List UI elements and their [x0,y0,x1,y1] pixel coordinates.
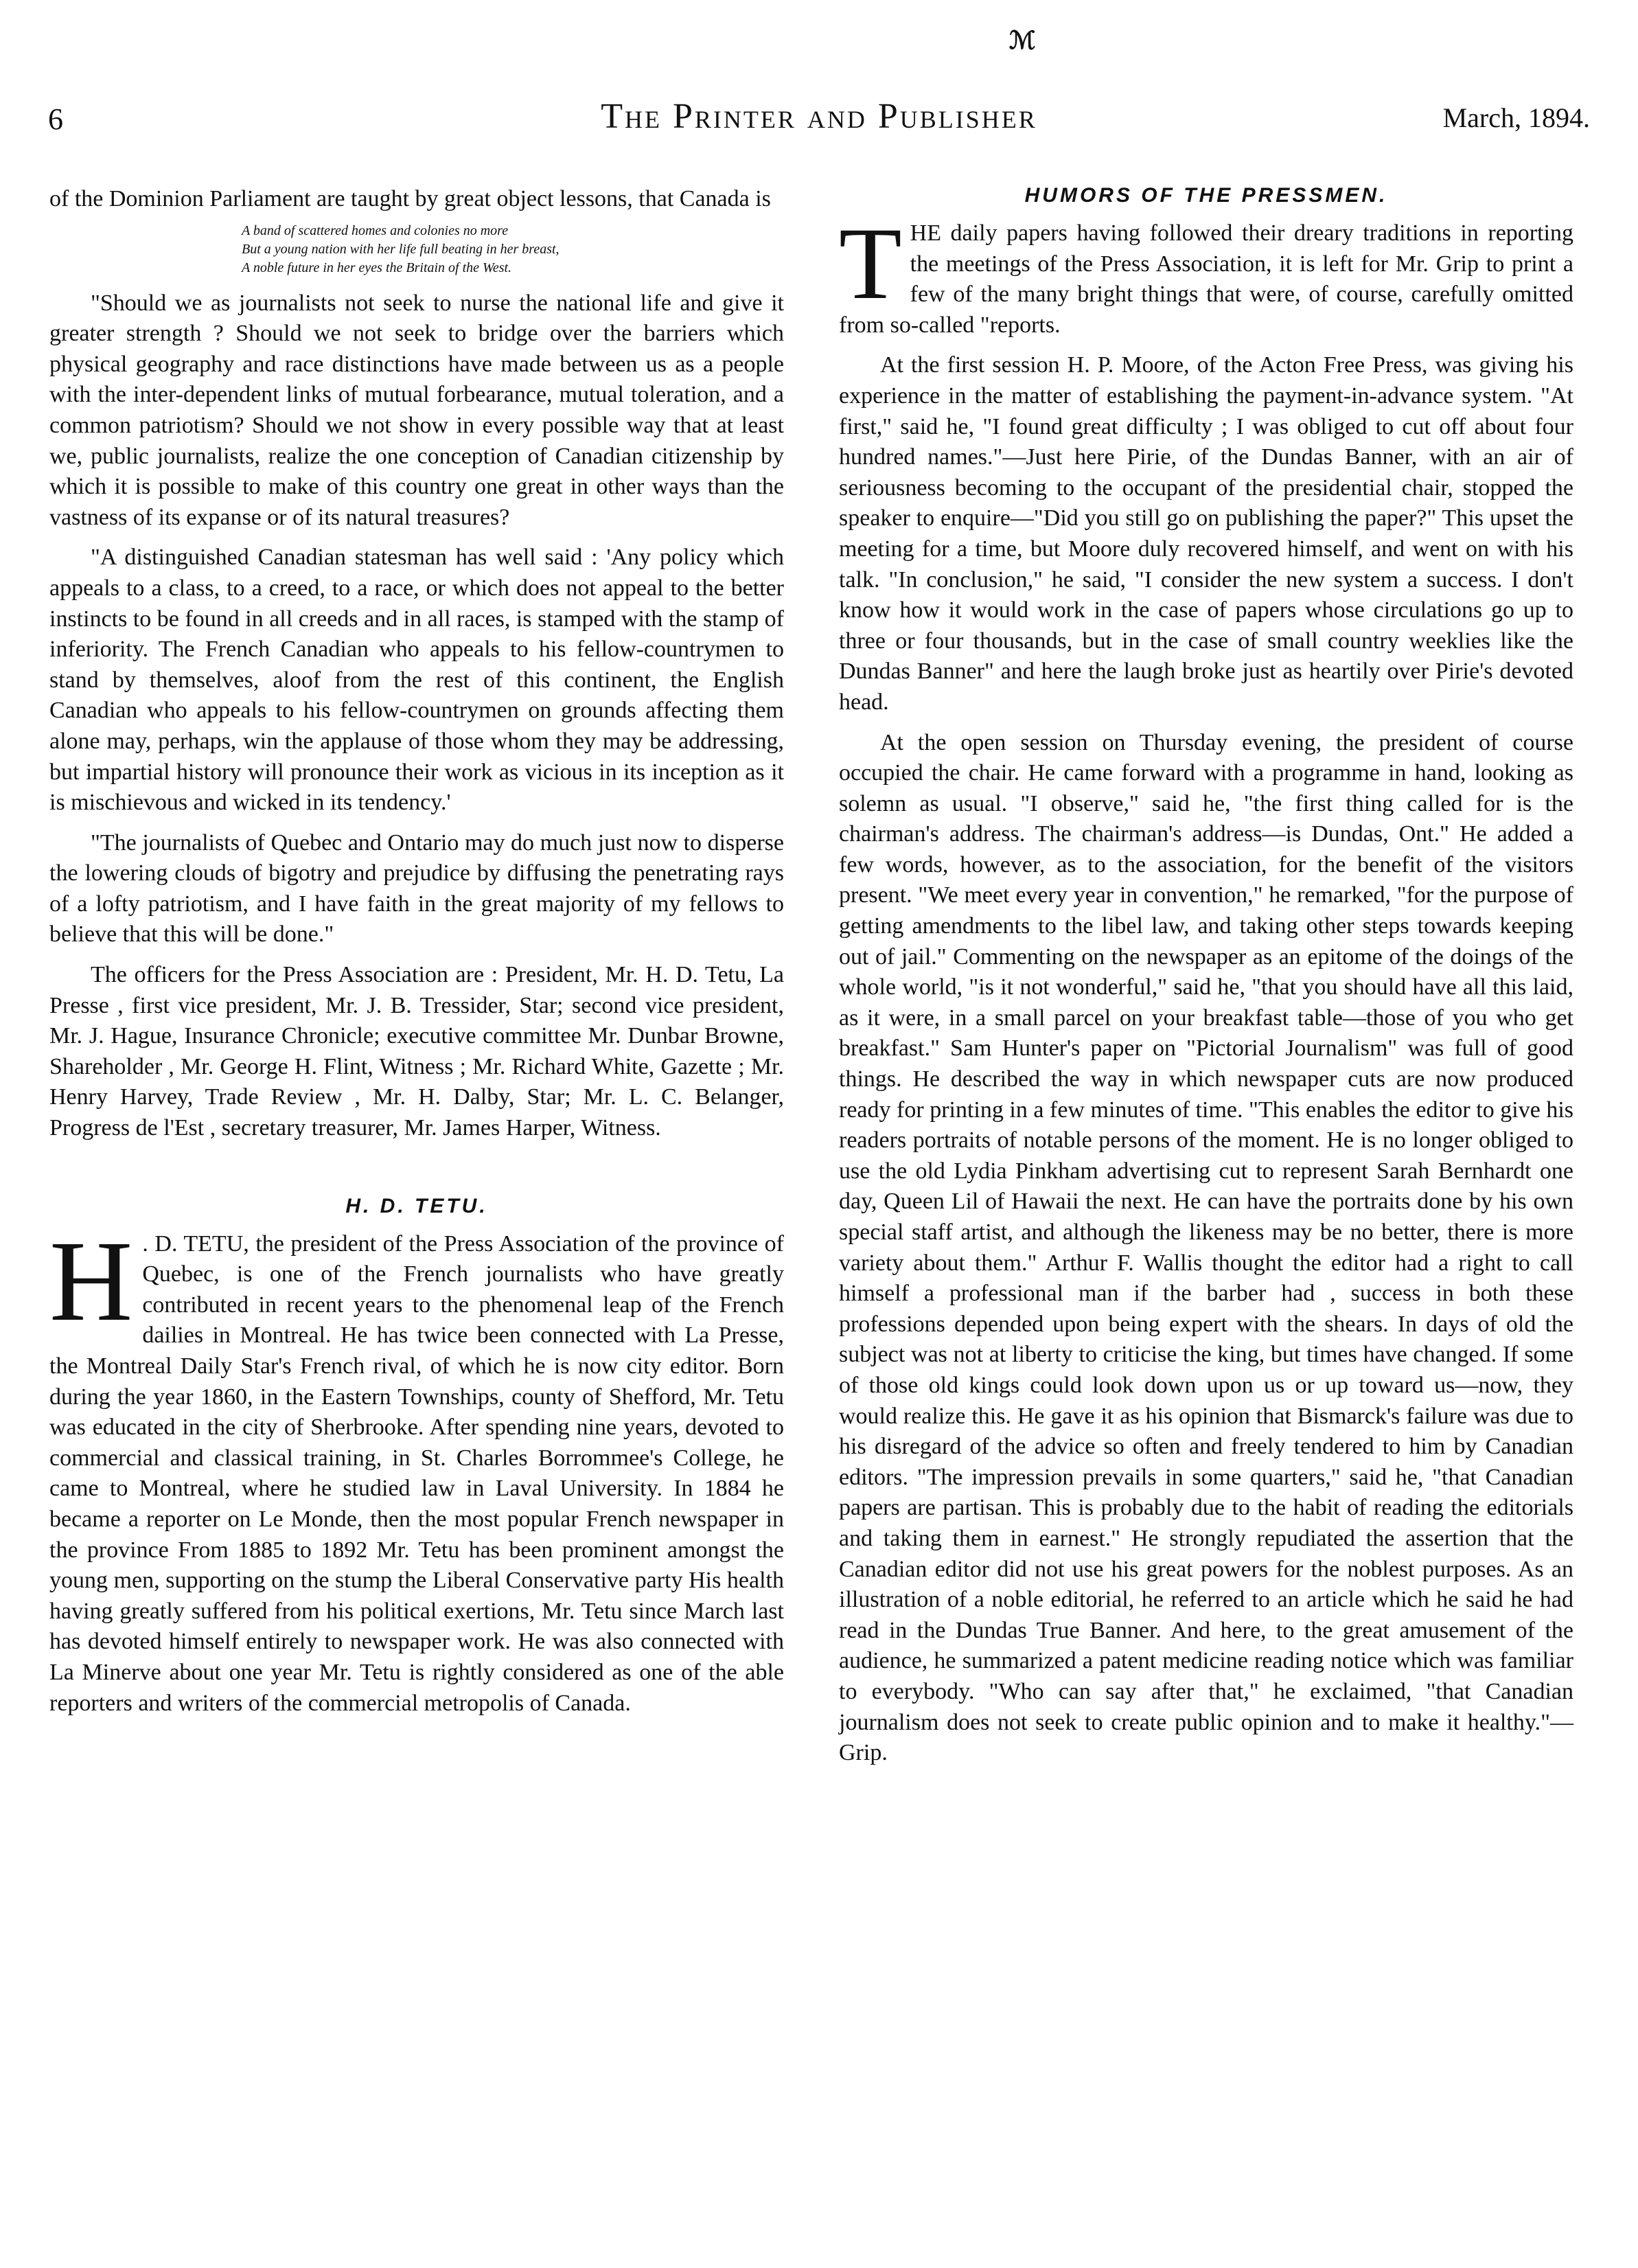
page-number: 6 [48,102,63,136]
article-paragraph: "Should we as journalists not seek to nurse the national life and give it greater strength ? Should we not seek to bridge over the barriers which physical geography and race distinctions have made between us as a people with the inter-dependent links of mutual forbearance, mutual toleration, and a common patriotism? Should we not show in every possible way that at least we, public journalists, realize the one conception of Canadian citizenship by which it is possible to make of this country one great in other ways than the vastness of its expanse or of its natural treasures? [49,290,784,530]
drop-cap: H [49,1217,133,1345]
tetu-body: . D. TETU, the president of the Press Association of the province of Quebec, is one of the French journalists who have greatly contributed in recent years to the phenomenal leap of the French dailies in Montreal. He has twice been connected with La Presse, the Montreal Daily Star's French rival, of which he is now city editor. Born during the year 1860, in the Eastern Townships, county of Shefford, Mr. Tetu was educated in the city of Sherbrooke. After spending nine years, devoted to commercial and classical training, in St. Charles Borrommee's College, he came to Montreal, where he studied law in Laval University. In 1884 he became a reporter on Le Monde, then the most popular French newspaper in the province From 1885 to 1892 Mr. Tetu has been prominent amongst the young men, supporting on the stump the Liberal Conservative party His health having greatly suffered from his political exertions, Mr. Tetu since March last has devoted himself entirely to newspaper work. He was also connected with La Minerve about one year Mr. Tetu is rightly considered as one of the able reporters and writers of the commercial metropolis of Canada. [49,1230,784,1716]
left-column [49,184,784,1719]
masthead-title: The Printer and Publisher [601,97,1037,136]
tetu-article [49,1217,784,1719]
humors-intro-text: HE daily papers having followed their dreary traditions in reporting the meetings of the Press Association, it is left for Mr. Grip to print a few of the many bright things that were, of course, carefully omitted from so-called "reports. [839,220,1573,338]
poem-quote [242,222,784,277]
page-header [48,96,1590,144]
issue-date: March, 1894. [1442,102,1590,133]
article-paragraph: of the Dominion Parliament are taught by great object lessons, that Canada is [49,186,771,211]
article-paragraph: "The journalists of Quebec and Ontario may do much just now to disperse the lowering clouds of bigotry and prejudice by diffusing the penetrating rays of a lofty patriotism, and I have faith in the great majority of my fellows to believe that this will be done." [49,829,784,948]
poem-line: But a young nation with her life full beating in her breast, [242,241,560,257]
poem-line: A band of scattered homes and colonies no more [242,222,509,238]
article-paragraph: "A distinguished Canadian statesman has well said : 'Any policy which appeals to a class, to a creed, to a race, or which does not appeal to the better instincts to be found in all creeds and in all races, is stamped with the stamp of inferiority. The French Canadian who appeals to his fellow-countrymen to stand by themselves, aloof from the rest of this continent, the English Canadian who appeals to his fellow-countrymen on grounds affecting them alone may, perhaps, win the applause of those whom they may be addressing, but impartial history will pronounce their work as vicious in its inception as it is mischievous and wicked in its tendency.' [49,545,784,816]
humors-heading: HUMORS OF THE PRESSMEN. [1024,184,1388,207]
drop-cap: T [839,207,902,321]
officers-paragraph: The officers for the Press Association are : President, Mr. H. D. Tetu, La Presse , first vice president, Mr. J. B. Tressider, Star; second vice president, Mr. J. Hague, Insurance Chronicle; executive committee Mr. Dunbar Browne, Shareholder , Mr. George H. Flint, Witness ; Mr. Richard White, Gazette ; Mr. Henry Harvey, Trade Review , Mr. H. Dalby, Star; Mr. L. C. Belanger, Progress de l'Est , secretary treasurer, Mr. James Harper, Witness. [49,962,784,1141]
printers-mark: ℳ [1009,27,1036,54]
article-paragraph: At the first session H. P. Moore, of the Acton Free Press, was giving his experience in the matter of establishing the payment-in-advance system. "At first," said he, "I found great difficulty ; I was obliged to cut off about four hundred names."—Just here Pirie, of the Dundas Banner, with an air of seriousness becoming to the occupant of the presidential chair, stopped the speaker to enquire—"Did you still go on publishing the paper?" This upset the meeting for a time, but Moore duly recovered himself, and went on with his talk. "In conclusion," he said, "I consider the new system a success. I don't know how it would work in the case of papers whose circulations go up to three or four thousands, but in the case of small country weeklies like the Dundas Banner" and here the laugh broke just as heartily over Pirie's devoted head. [839,352,1573,715]
poem-line: A noble future in her eyes the Britain of the West. [242,260,512,275]
article-paragraph: At the open session on Thursday evening, the president of course occupied the chair. He came forward with a programme in hand, looking as solemn as usual. "I observe," said he, "the first thing called for is the chairman's address. The chairman's address—is Dundas, Ont." He added a few words, however, as to the association, for the benefit of the visitors present. "We meet every year in convention," he remarked, "for the purpose of getting amendments to the libel law, and taking other steps towards keeping out of jail." Commenting on the newspaper as an epitome of the doings of the whole world, "is it not wonderful," said he, "that you should have all this laid, as it were, in a small parcel on your breakfast table—those of you who get breakfast." Sam Hunter's paper on "Pictorial Journalism" was full of good things. He described the way in which newspaper cuts are now produced ready for printing in a few minutes of time. "This enables the editor to give his readers portraits of notable persons of the moment. He is no longer obliged to use the old Lydia Pinkham advertising cut to represent Sarah Bernhardt one day, Queen Lil of Hawaii the next. He can have the portraits done by his own special staff artist, and although the likeness may be no better, there is more variety about them." Arthur F. Wallis thought the editor had a right to call himself a professional man if the barber had , success in both these professions depended upon being expert with the shears. In days of old the subject was not at liberty to criticise the king, but times have changed. If some of those old kings could look down upon us or up toward us—now, they would realize this. He gave it as his opinion that Bismarck's failure was due to his disregard of the advice so often and freely tendered to him by Canadian editors. "The impression prevails in some quarters," said he, "that Canadian papers are partisan. This is probably due to the habit of reading the editorials and taking them in earnest." He strongly repudiated the assertion that the Canadian editor did not use his great powers for the noblest purposes. As an illustration of a noble editorial, he referred to an article which he said he had read in the Dundas True Banner. And here, to the great amusement of the audience, he summarized a patent medicine reading notice which was familiar to everybody. "Who can say after that," he exclaimed, "that Canadian journalism does not seek to create public opinion and to make it healthy."—Grip. [839,729,1573,1766]
humors-intro [839,207,1573,341]
right-column [839,184,1573,1769]
tetu-heading: H. D. TETU. [345,1194,488,1217]
